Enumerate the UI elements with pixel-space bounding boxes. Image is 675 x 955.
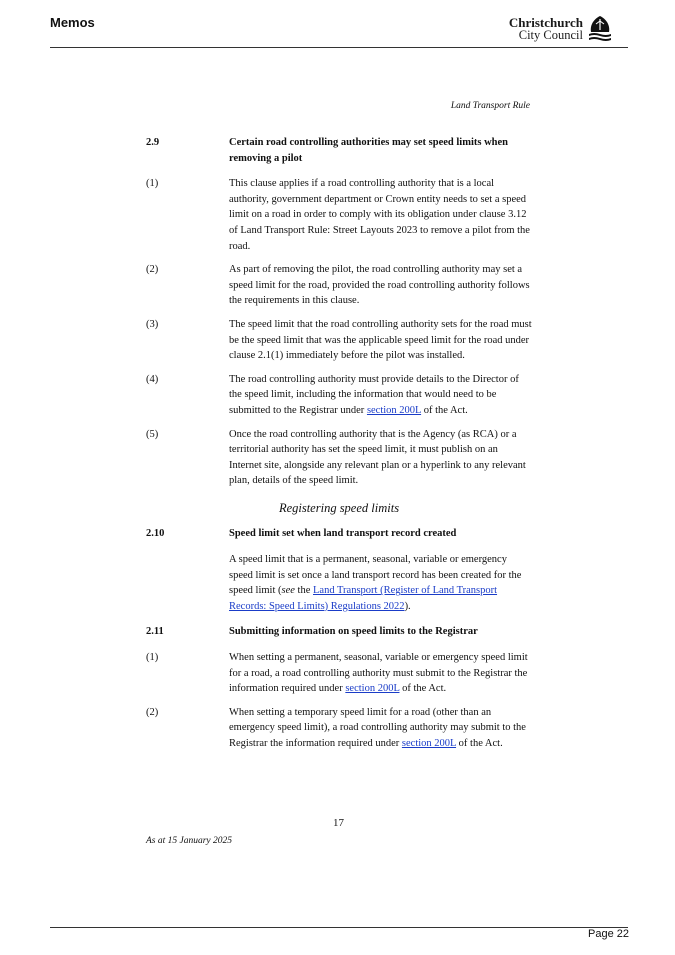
clause-number: (1) — [146, 652, 159, 664]
section-number: 2.9 — [146, 137, 160, 148]
section-200l-link[interactable]: section 200L — [366, 404, 422, 416]
clause-text-pre: The road controlling authority must provide details to the Director of the speed limit, including the information that would need to be submitted to the Registrar under — [229, 373, 519, 416]
clause-2-9-3 — [0, 317, 675, 364]
logo-line-2: City Council — [518, 28, 583, 43]
header-divider — [50, 47, 628, 48]
memos-title: Memos — [50, 15, 95, 30]
clause-number: (2) — [146, 706, 159, 718]
clause-text — [229, 552, 533, 614]
section-heading: Certain road controlling authorities may set speed limits when removing a pilot — [229, 137, 509, 164]
clause-number: (1) — [146, 178, 159, 190]
subheading-registering-speed-limits: Registering speed limits — [278, 500, 400, 515]
clause-text — [229, 372, 533, 419]
footer-divider — [50, 927, 628, 928]
clause-text-pre: A speed limit that is a permanent, seasonal, variable or emergency speed limit is set once a land transport record has been created for the speed limit ( — [229, 554, 522, 597]
clause-text: As part of removing the pilot, the road controlling authority may set a speed limit for the road, provided the road controlling authority follows the requirements in this clause. — [229, 264, 530, 307]
clause-text-pre: When setting a permanent, seasonal, variable or emergency speed limit for a road, a road controlling authority must submit to the Registrar the information required under — [229, 652, 528, 695]
section-heading: Speed limit set when land transport record created — [229, 528, 457, 540]
section-200l-link[interactable]: section 200L — [401, 738, 457, 749]
section-number: 2.11 — [146, 626, 164, 638]
logo-line-1: Christchurch — [508, 14, 583, 30]
clause-2-9-1 — [0, 176, 675, 254]
document-body — [0, 135, 675, 752]
section-number: 2.10 — [146, 528, 165, 540]
clause-text: Once the road controlling authority that is the Agency (as RCA) or a territorial authority has set the speed limit, it must publish on an Internet site, alongside any relevant plan or a hyperlink to any relevant plan, details of the speed limit. — [229, 428, 526, 487]
christchurch-city-council-logo — [509, 14, 613, 44]
clause-text-mid: the — [294, 585, 313, 597]
clause-text-post: ). — [404, 600, 411, 612]
clause-2-9-4 — [0, 372, 675, 419]
clause-number: (3) — [146, 318, 159, 330]
clause-text-post: of the Act. — [421, 404, 468, 416]
clause-number: (5) — [146, 428, 159, 440]
footer-page-label: Page 22 — [588, 928, 629, 940]
clause-text — [229, 705, 533, 752]
section-2-10-body — [0, 552, 675, 614]
section-2-9-heading — [0, 135, 675, 166]
document-page-number: 17 — [333, 817, 344, 829]
document-label: Land Transport Rule — [450, 101, 530, 111]
clause-text-post: of the Act. — [399, 683, 447, 695]
as-at-date: As at 15 January 2025 — [146, 836, 233, 846]
clause-number: (2) — [146, 264, 159, 276]
section-2-10-heading — [0, 526, 675, 542]
clause-text-pre: When setting a temporary speed limit for a road (other than an emergency speed limit), a road controlling authority may submit to the Registrar the information required under — [229, 706, 526, 749]
clause-2-11-2 — [0, 705, 675, 752]
see-italic: see — [281, 585, 295, 597]
section-2-11-heading — [0, 624, 675, 640]
speed-limits-regulations-link[interactable]: Land Transport (Register of Land Transport Records: Speed Limits) Regulations 2022 — [229, 585, 498, 612]
clause-text: This clause applies if a road controlling authority that is a local authority, government department or Crown entity needs to set a speed limit on a road in order to comply with its obligation under clause 3.12 of Land Transport Rule: Street Layouts 2023 to remove a pilot from the road. — [229, 178, 530, 252]
section-200l-link[interactable]: section 200L — [345, 683, 400, 695]
council-emblem-icon — [587, 15, 613, 43]
clause-text: The speed limit that the road controlling authority sets for the road must be the speed limit that was the applicable speed limit for the road under clause 2.1(1) immediately before the pilot was installed. — [229, 318, 532, 362]
clause-2-9-5 — [0, 427, 675, 489]
clause-number: (4) — [146, 373, 159, 385]
section-heading: Submitting information on speed limits to the Registrar — [229, 626, 478, 638]
clause-text — [229, 650, 533, 697]
clause-2-11-1 — [0, 650, 675, 697]
clause-2-9-2 — [0, 262, 675, 309]
clause-text-post: of the Act. — [456, 738, 503, 749]
